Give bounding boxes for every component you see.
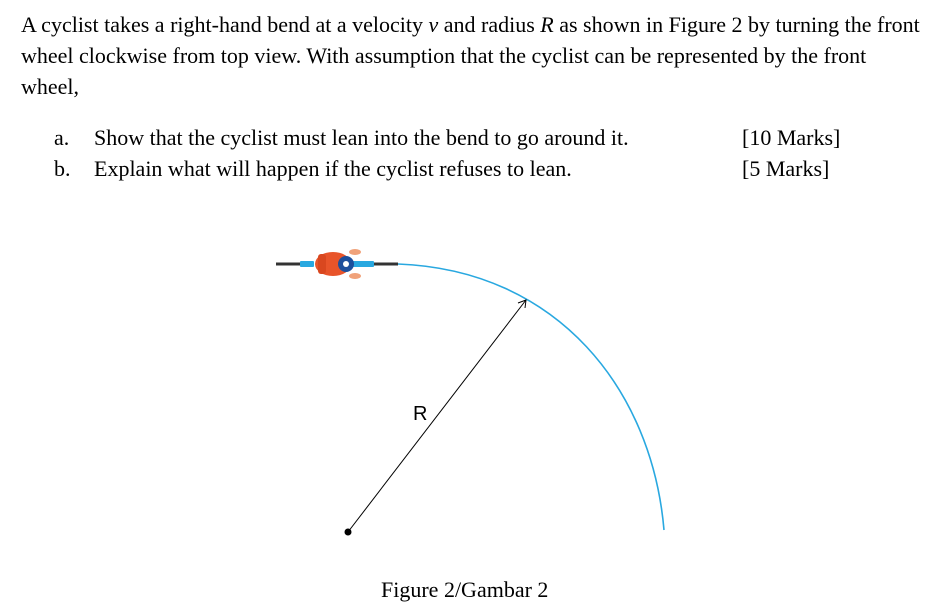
item-b-marks: [5 Marks]	[742, 156, 830, 181]
radius-line	[348, 300, 526, 532]
intro-text-2: and radius	[438, 12, 541, 37]
item-text: Explain what will happen if the cyclist refuses to lean.	[94, 156, 572, 181]
radius-label: R	[413, 403, 428, 425]
item-label: a.	[54, 125, 70, 150]
intro-text-3: as shown in Figure 2 by turning the front wheel clockwise from top view. With assumption that the cyclist can be represented by the front wheel,	[21, 12, 920, 99]
center-point	[345, 529, 352, 536]
velocity-symbol: v	[428, 12, 439, 37]
radius-symbol: R	[540, 12, 554, 37]
cyclist-icon	[276, 249, 398, 279]
bend-path	[398, 264, 664, 530]
intro-text-1: A cyclist takes a right-hand bend at a velocity	[21, 12, 429, 37]
figure-caption: Figure 2/Gambar 2	[381, 577, 549, 602]
item-text: Show that the cyclist must lean into the bend to go around it.	[94, 125, 629, 150]
item-label: b.	[54, 156, 71, 181]
item-a-marks: [10 Marks]	[742, 125, 841, 150]
